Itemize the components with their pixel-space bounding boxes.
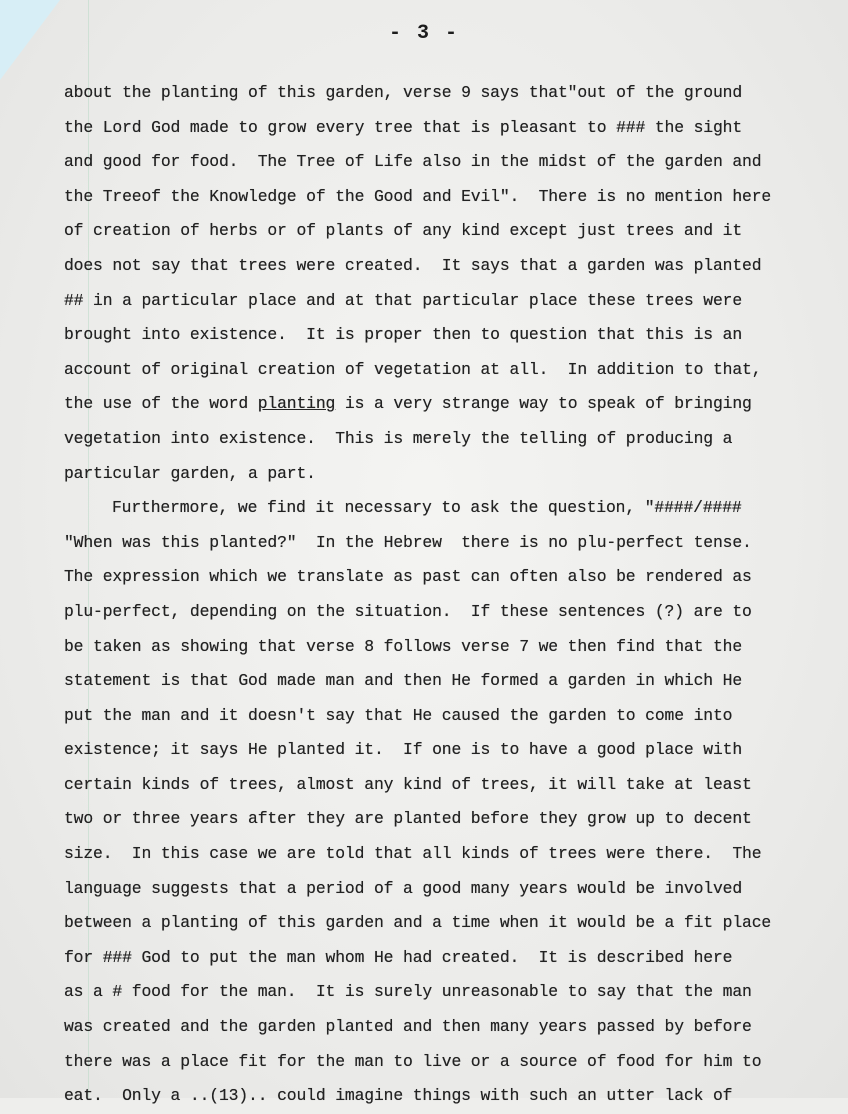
document-body <box>64 76 804 1114</box>
text-line: existence; it says He planted it. If one is to have a good place with <box>64 740 743 760</box>
text-line: size. In this case we are told that all kinds of trees were there. The <box>64 844 762 864</box>
text-line: of creation of herbs or of plants of any kind except just trees and it <box>64 221 743 241</box>
text-line: language suggests that a period of a good many years would be involved <box>64 878 743 898</box>
text-line: two or three years after they are planted before they grow up to decent <box>64 809 752 829</box>
text-line: eat. Only a ..(13).. could imagine things with such an utter lack of <box>64 1086 733 1106</box>
text-line: "When was this planted?" In the Hebrew there is no plu-perfect tense. <box>64 532 752 552</box>
text-line: the Lord God made to grow every tree that is pleasant to ### the sight <box>64 117 743 137</box>
text-line: account of original creation of vegetation at all. In addition to that, <box>64 359 762 379</box>
text-line: plu-perfect, depending on the situation. If these sentences (?) are to <box>64 601 752 621</box>
text-line: certain kinds of trees, almost any kind of trees, it will take at least <box>64 774 752 794</box>
text-line: vegetation into existence. This is merely the telling of producing a <box>64 428 733 448</box>
text-line: statement is that God made man and then He formed a garden in which He <box>64 671 743 691</box>
text-line: there was a place fit for the man to live or a source of food for him to <box>64 1051 762 1071</box>
underlined-word: planting <box>257 394 336 414</box>
text-line: ## in a particular place and at that particular place these trees were <box>64 290 743 310</box>
text-line: be taken as showing that verse 8 follows verse 7 we then find that the <box>64 636 743 656</box>
text-line: about the planting of this garden, verse 9 says that"out of the ground <box>64 83 743 102</box>
text-line: for ### God to put the man whom He had created. It is described here <box>64 947 733 967</box>
text-line: between a planting of this garden and a time when it would be a fit place <box>64 913 772 933</box>
text-line: the Treeof the Knowledge of the Good and Evil". There is no mention here <box>64 186 772 206</box>
text-line: the use of the word planting is a very strange way to speak of bringing <box>64 394 752 414</box>
text-line: Furthermore, we find it necessary to ask the question, "####/#### <box>112 498 742 518</box>
text-line: was created and the garden planted and then many years passed by before <box>64 1017 752 1037</box>
text-line: particular garden, a part. <box>64 463 316 483</box>
text-line: does not say that trees were created. It says that a garden was planted <box>64 255 762 275</box>
text-line: brought into existence. It is proper then to question that this is an <box>64 325 743 345</box>
page-number: - 3 - <box>388 22 459 45</box>
text-line: put the man and it doesn't say that He caused the garden to come into <box>64 705 733 725</box>
text-line: and good for food. The Tree of Life also in the midst of the garden and <box>64 152 762 172</box>
text-line: as a # food for the man. It is surely unreasonable to say that the man <box>64 982 752 1002</box>
text-line: The expression which we translate as past can often also be rendered as <box>64 567 752 587</box>
